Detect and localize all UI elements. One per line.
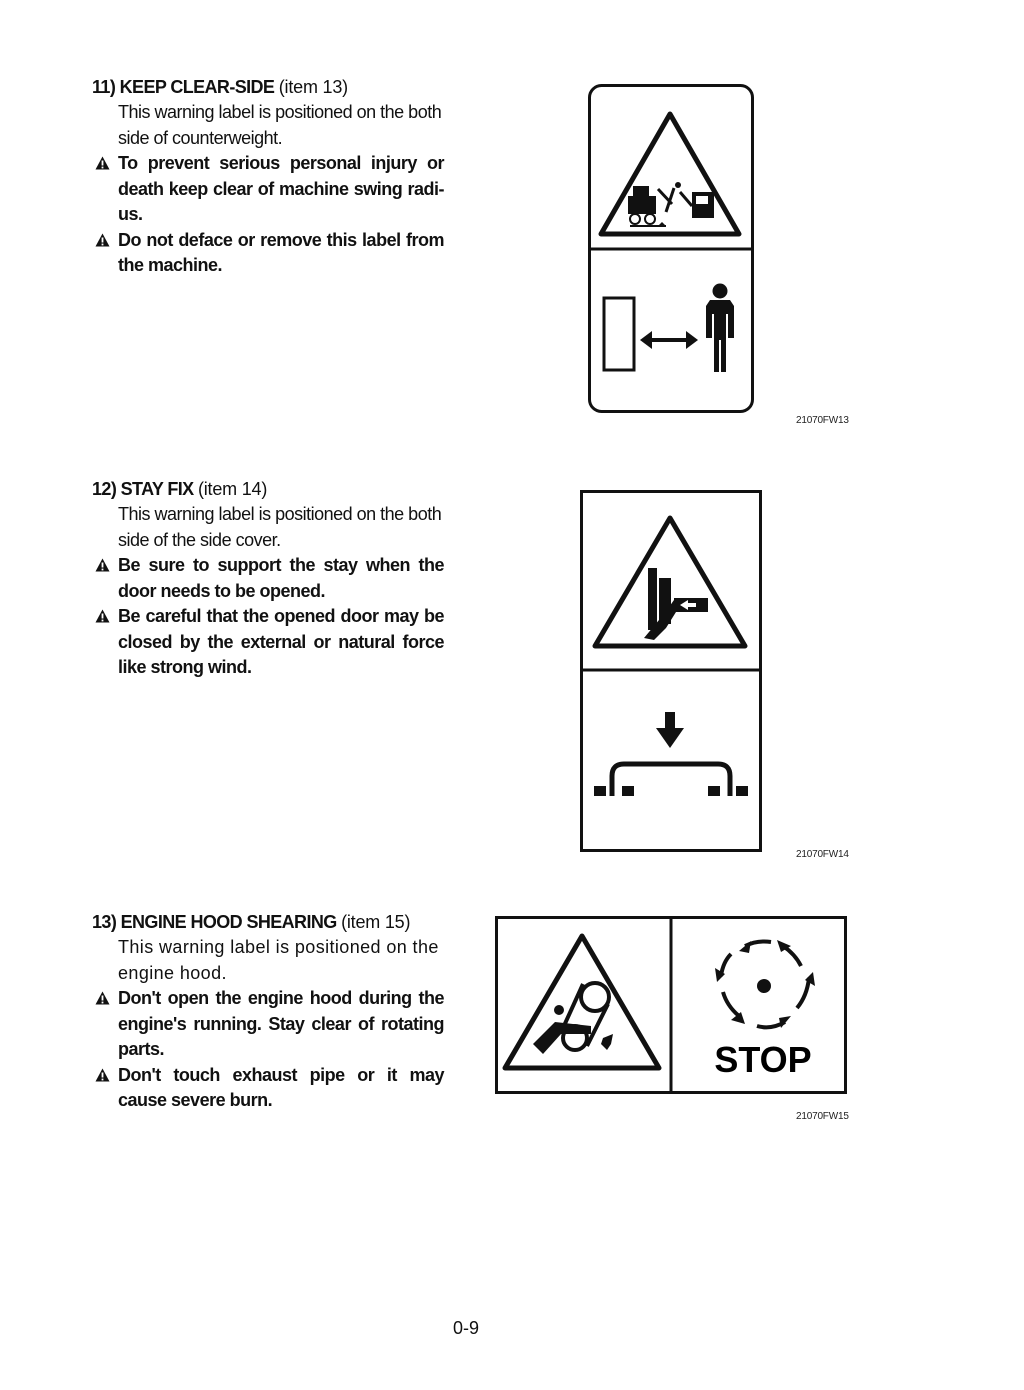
warning-item	[92, 151, 444, 228]
section-heading	[92, 909, 444, 935]
stay-fix-label-image	[580, 490, 762, 852]
section-description: This warning label is positioned on the both side of counterweight.	[118, 102, 442, 148]
section-keep-clear-side	[92, 74, 444, 279]
section-heading	[92, 74, 444, 100]
warning-item	[92, 1063, 444, 1114]
section-number: 13)	[92, 912, 117, 932]
warning-text: Don't touch exhaust pipe or it may cause severe burn.	[118, 1064, 444, 1110]
section-engine-hood-shearing	[92, 909, 444, 1114]
warning-text: Do not deface or remove this label from the machine.	[118, 229, 444, 275]
page-number: 0-9	[452, 1318, 479, 1338]
warning-item	[92, 553, 444, 604]
engine-hood-label-image	[495, 916, 847, 1094]
section-item-ref: (item 14)	[197, 479, 268, 499]
section-title: ENGINE HOOD SHEARING	[120, 912, 337, 932]
section-item-ref: (item 13)	[278, 77, 348, 97]
section-title: STAY FIX	[120, 479, 194, 499]
warning-triangle-icon	[95, 991, 110, 1005]
section-stay-fix	[92, 476, 444, 681]
section-number: 11)	[92, 77, 116, 97]
warning-item	[92, 604, 444, 681]
section-heading	[92, 476, 444, 502]
warning-item	[92, 986, 444, 1063]
warning-triangle-icon	[95, 609, 110, 623]
warning-triangle-icon	[95, 558, 110, 572]
keep-clear-label-image	[588, 84, 754, 414]
warning-triangle-icon	[95, 233, 110, 247]
section-title: KEEP CLEAR-SIDE	[119, 77, 275, 97]
section-description: This warning label is positioned on the both side of the side cover.	[118, 504, 442, 550]
section-item-ref: (item 15)	[341, 912, 411, 932]
figure-code: 21070FW13	[796, 415, 849, 426]
warning-text: Be sure to support the stay when the door needs to be opened.	[118, 555, 444, 601]
stop-text: STOP	[714, 1039, 812, 1080]
section-description: This warning label is positioned on the engine hood.	[118, 937, 439, 983]
figure-code: 21070FW14	[796, 849, 849, 860]
figure-code: 21070FW15	[796, 1111, 849, 1122]
section-number: 12)	[92, 479, 117, 499]
warning-triangle-icon	[95, 156, 110, 170]
warning-text: To prevent serious personal injury or death keep clear of machine swing radi-us.	[118, 153, 444, 224]
warning-text: Don't open the engine hood during the engine's running. Stay clear of rotating parts.	[118, 988, 444, 1059]
warning-triangle-icon	[95, 1068, 110, 1082]
warning-item	[92, 228, 444, 279]
warning-text: Be careful that the opened door may be closed by the external or natural force like strong wind.	[118, 606, 444, 677]
